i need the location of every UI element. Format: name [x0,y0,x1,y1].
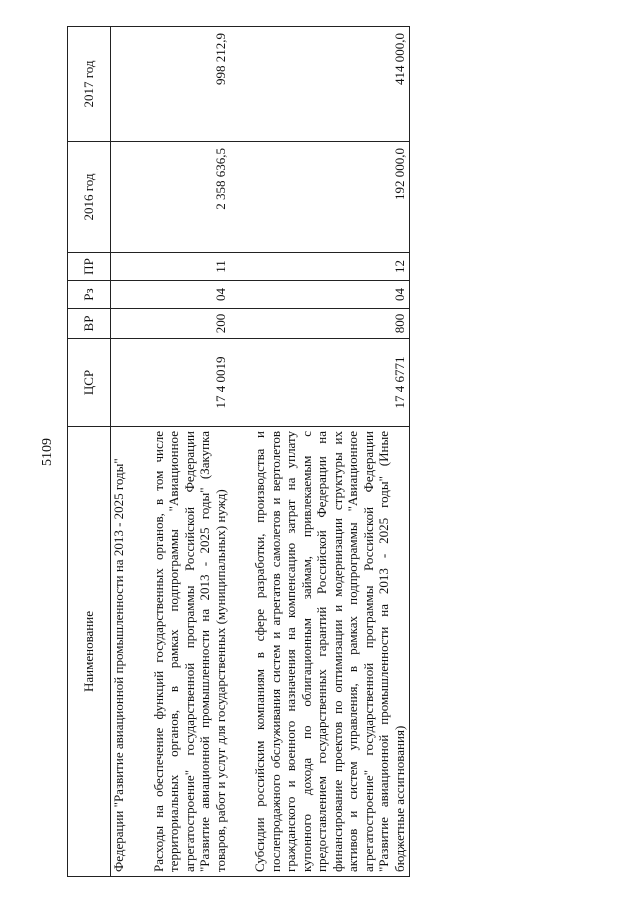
row-csr [111,339,129,427]
header-2016: 2016 год [68,142,111,253]
row-vr [111,309,129,339]
row-spacer [230,27,252,877]
table-row [151,27,231,877]
row-2017: 998 212,9 [151,27,231,142]
row-csr: 17 4 6771 [252,339,410,427]
row-csr: 17 4 0019 [151,339,231,427]
table-header-row [68,27,111,877]
table-row [252,27,410,877]
header-rz: Рз [68,281,111,309]
row-name: Федерации "Развитие авиационной промышленности на 2013 - 2025 годы" [111,427,129,877]
row-vr: 800 [252,309,410,339]
row-rz [111,281,129,309]
header-pr: ПР [68,253,111,281]
row-vr: 200 [151,309,231,339]
header-csr: ЦСР [68,339,111,427]
row-name: Расходы на обеспечение функций государственных органов, в том числе территориальных органов, в рамках подпрограммы "Авиационное агрегатостроение" государственной программы Российской Федерации "Развитие авиационной промышленности на 2013 - 2025 годы" (Закупка товаров, работ и услуг для государственных (муниципальных) нужд) [151,427,231,877]
rotated-page [67,27,597,877]
header-vr: ВР [68,309,111,339]
row-2016: 2 358 636,5 [151,142,231,253]
row-pr [111,253,129,281]
header-name: Наименование [68,427,111,877]
row-2016: 192 000,0 [252,142,410,253]
table-row [111,27,129,877]
row-pr: 12 [252,253,410,281]
row-rz: 04 [252,281,410,309]
row-name: Субсидии российским компаниям в сфере разработки, производства и послепродажного обслуживания систем и агрегатов самолетов и вертолетов гражданского и военного назначения на компенсацию затрат на уплату купонного дохода по облигационным займам, привлекаемым с предоставлением государственных гарантий Российской Федерации на финансирование проектов по оптимизации и модернизации структуры их активов и систем управления, в рамках подпрограммы "Авиационное агрегатостроение" государственной программы Российской Федерации "Развитие авиационной промышленности на 2013 - 2025 годы" (Иные бюджетные ассигнования) [252,427,410,877]
row-pr: 11 [151,253,231,281]
row-spacer [129,27,151,877]
row-rz: 04 [151,281,231,309]
page-number-text: 5109 [40,438,55,466]
row-2016 [111,142,129,253]
budget-table [67,26,410,877]
row-2017: 414 000,0 [252,27,410,142]
header-2017: 2017 год [68,27,111,142]
row-2017 [111,27,129,142]
